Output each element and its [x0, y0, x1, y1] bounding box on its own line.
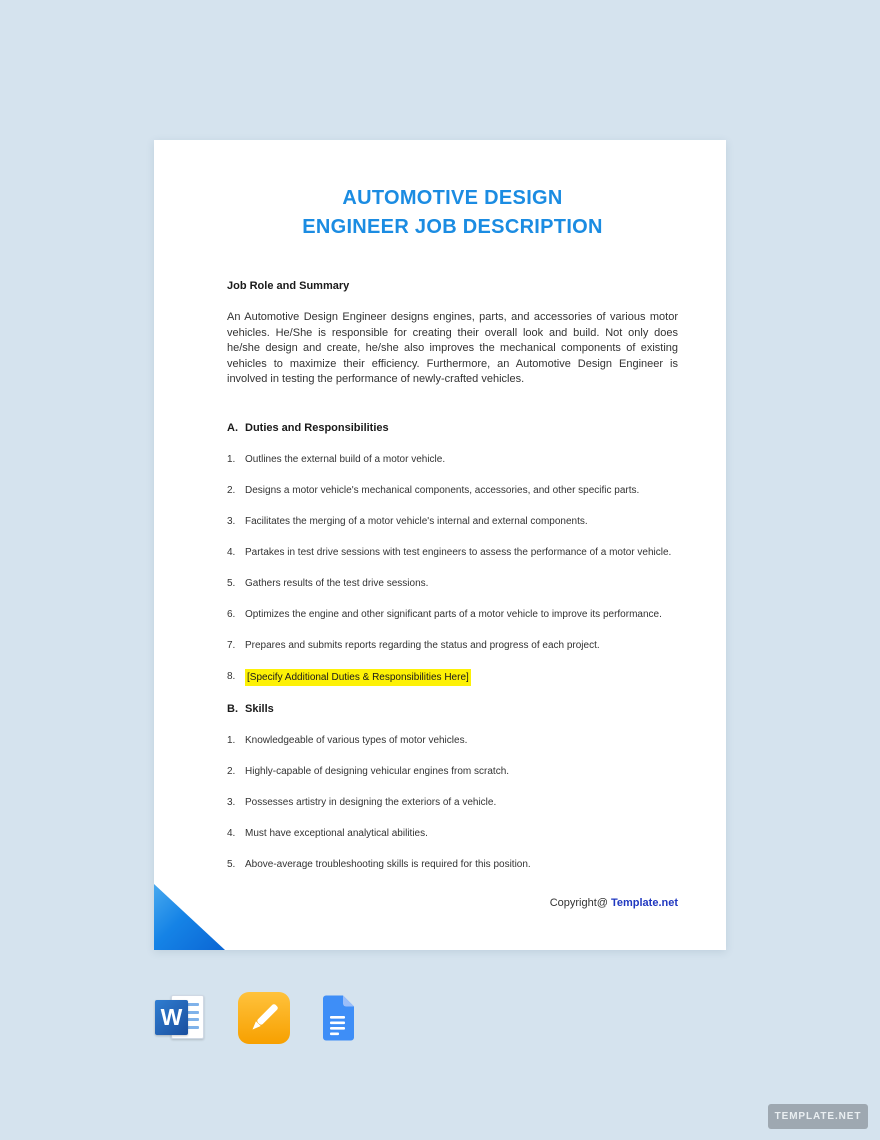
- item-text: Knowledgeable of various types of motor vehicles.: [245, 734, 468, 746]
- copyright-line: [227, 896, 678, 911]
- ms-word-icon[interactable]: [155, 992, 207, 1044]
- item-number: 2.: [227, 484, 236, 496]
- item-text: Partakes in test drive sessions with test engineers to assess the performance of a motor vehicle.: [245, 546, 672, 558]
- item-number: 3.: [227, 796, 236, 808]
- item-number: 1.: [227, 734, 236, 746]
- duties-heading: [227, 421, 678, 436]
- list-item: [227, 514, 678, 529]
- list-item: [227, 483, 678, 498]
- item-text: Above-average troubleshooting skills is required for this position.: [245, 858, 531, 870]
- duties-heading-letter: A.: [227, 421, 238, 434]
- item-text: Prepares and submits reports regarding the status and progress of each project.: [245, 639, 600, 651]
- skills-list: [227, 733, 678, 872]
- summary-paragraph: An Automotive Design Engineer designs engines, parts, and accessories of various motor vehicles. He/She is responsible for creating their overall look and build. Not only does he/she design and create, he/she also improves the mechanical components of existing vehicles to maximize their efficiency. Furthermore, an Automotive Design Engineer is involved in testing the performance of newly-crafted vehicles.: [227, 311, 678, 385]
- item-text: Optimizes the engine and other significant parts of a motor vehicle to improve its performance.: [245, 608, 662, 620]
- summary-heading: [227, 279, 678, 294]
- list-item: [227, 576, 678, 591]
- skills-heading: [227, 702, 678, 717]
- item-number: 8.: [227, 670, 236, 682]
- item-text: Outlines the external build of a motor vehicle.: [245, 453, 446, 465]
- list-item: [227, 545, 678, 560]
- item-text: Facilitates the merging of a motor vehicle's internal and external components.: [245, 515, 588, 527]
- list-item: [227, 764, 678, 779]
- copyright-link[interactable]: Template.net: [610, 896, 678, 909]
- list-item: [227, 638, 678, 653]
- item-text: Designs a motor vehicle's mechanical components, accessories, and other specific parts.: [245, 484, 640, 496]
- summary-heading-label: Job Role and Summary: [227, 280, 350, 292]
- item-number: 1.: [227, 453, 236, 465]
- item-number: 2.: [227, 765, 236, 777]
- list-item: [227, 452, 678, 467]
- list-item: [227, 826, 678, 841]
- copyright-label: Copyright@: [549, 896, 608, 909]
- gdocs-document-icon: [311, 992, 363, 1044]
- item-text: Must have exceptional analytical abilities.: [245, 827, 428, 839]
- document-content: [227, 140, 678, 911]
- item-text: Gathers results of the test drive sessions.: [245, 577, 429, 589]
- item-text: Possesses artistry in designing the exteriors of a vehicle.: [245, 796, 497, 808]
- page-title-line1: AUTOMOTIVE DESIGN: [342, 187, 563, 209]
- skills-heading-label: Skills: [245, 702, 274, 715]
- item-number: 5.: [227, 858, 236, 870]
- word-letter: W: [155, 1000, 188, 1035]
- list-item: [227, 857, 678, 872]
- page-title-line2: ENGINEER JOB DESCRIPTION: [302, 216, 603, 238]
- corner-triangle-decoration: [154, 884, 225, 950]
- item-number: 5.: [227, 577, 236, 589]
- duties-list: [227, 452, 678, 686]
- list-item: [227, 733, 678, 748]
- item-text: Highly-capable of designing vehicular engines from scratch.: [245, 765, 510, 777]
- document-page: [154, 140, 726, 950]
- duties-heading-label: Duties and Responsibilities: [245, 421, 389, 434]
- item-number: 4.: [227, 546, 236, 558]
- list-item: [227, 669, 678, 686]
- page-title: [227, 184, 678, 242]
- list-item: [227, 607, 678, 622]
- template-net-watermark: TEMPLATE.NET: [768, 1104, 868, 1129]
- list-item: [227, 795, 678, 810]
- item-text-highlighted: [Specify Additional Duties & Responsibilities Here]: [245, 669, 471, 686]
- pages-pen-icon: [238, 992, 290, 1044]
- apple-pages-icon[interactable]: [238, 992, 290, 1044]
- skills-heading-letter: B.: [227, 702, 238, 715]
- item-number: 7.: [227, 639, 236, 651]
- item-number: 6.: [227, 608, 236, 620]
- item-number: 4.: [227, 827, 236, 839]
- google-docs-icon[interactable]: [311, 992, 363, 1044]
- item-number: 3.: [227, 515, 236, 527]
